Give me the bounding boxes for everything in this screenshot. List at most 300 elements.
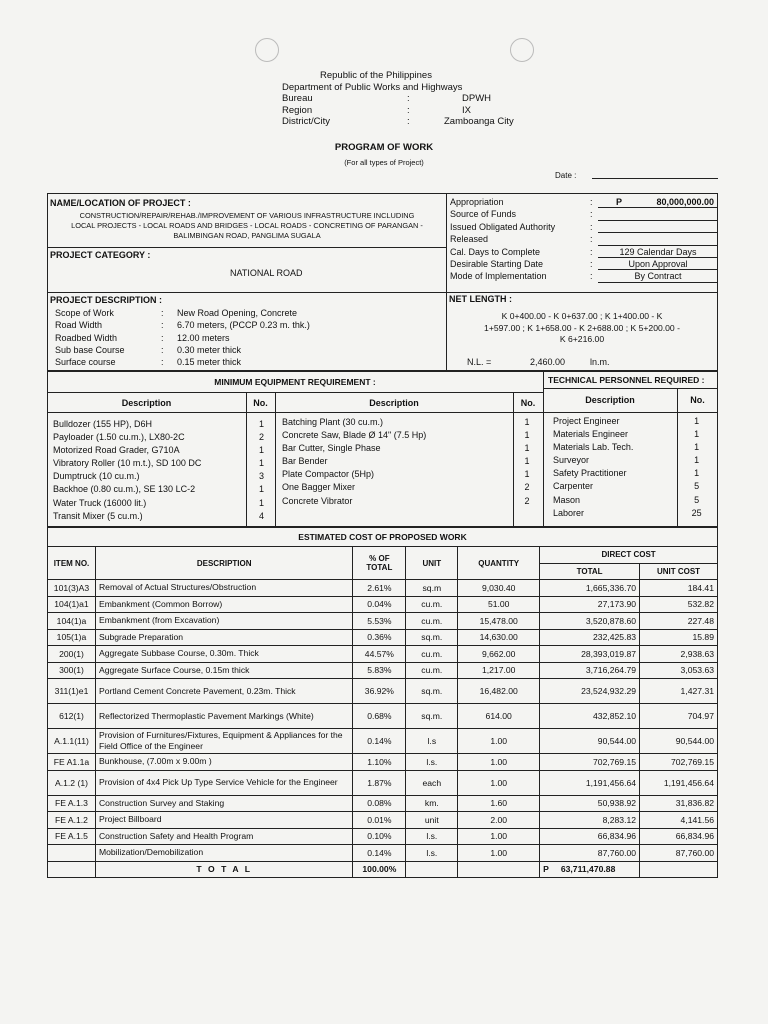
col-percent: % OF TOTAL bbox=[353, 547, 406, 580]
header-field-value: Zamboanga City bbox=[444, 116, 514, 127]
funding-field-colon: : bbox=[590, 221, 593, 232]
item-unit-cost: 66,834.96 bbox=[640, 828, 718, 845]
item-unit: cu.m. bbox=[406, 596, 458, 613]
description-key: Sub base Course bbox=[55, 344, 125, 355]
funding-field-value bbox=[598, 221, 718, 233]
cost-table-row bbox=[48, 795, 718, 812]
equipment-row bbox=[282, 416, 542, 429]
funding-field-value bbox=[598, 196, 718, 208]
equipment-title: MINIMUM EQUIPMENT REQUIREMENT : bbox=[214, 377, 376, 387]
divider bbox=[543, 388, 718, 389]
equipment-count: 1 bbox=[694, 429, 700, 440]
equipment-count: 25 bbox=[691, 507, 702, 518]
cost-title: ESTIMATED COST OF PROPOSED WORK bbox=[298, 532, 467, 542]
item-number: FE A1.1a bbox=[48, 754, 96, 771]
equipment-count: 1 bbox=[694, 416, 700, 426]
item-description: Provision of Furnitures/Fixtures, Equipment & Appliances for the Field Office of the Engineer bbox=[95, 729, 352, 754]
col-unit: UNIT bbox=[406, 547, 458, 580]
equipment-count: 1 bbox=[524, 417, 530, 427]
equipment-description: Bulldozer (155 HP), D6H bbox=[53, 419, 153, 429]
item-unit: l.s bbox=[406, 729, 458, 754]
equipment-count: 1 bbox=[258, 484, 264, 495]
equipment-row bbox=[553, 480, 717, 493]
equipment-description: Transit Mixer (5 cu.m.) bbox=[53, 510, 143, 521]
funding-field-label: Desirable Starting Date bbox=[450, 258, 544, 269]
equipment-description: Materials Engineer bbox=[553, 429, 629, 440]
cost-table-row bbox=[48, 812, 718, 829]
funding-field-value bbox=[598, 208, 718, 220]
item-total: 702,769.15 bbox=[540, 754, 640, 771]
description-colon: : bbox=[161, 332, 164, 343]
cost-table-row bbox=[48, 754, 718, 771]
project-category-value: NATIONAL ROAD bbox=[230, 268, 303, 278]
republic-line: Republic of the Philippines bbox=[320, 70, 432, 81]
item-percent: 36.92% bbox=[353, 679, 406, 704]
description-colon: : bbox=[161, 308, 164, 318]
cost-table-row bbox=[48, 828, 718, 845]
item-unit-cost: 31,836.82 bbox=[640, 795, 718, 812]
description-row bbox=[55, 319, 310, 331]
equipment-count: 1 bbox=[258, 419, 264, 429]
col-item-no: ITEM NO. bbox=[48, 547, 96, 580]
item-unit-cost: 184.41 bbox=[640, 580, 718, 597]
description-key: Surface course bbox=[55, 357, 116, 368]
project-name-line: CONSTRUCTION/REPAIR/REHAB./IMPROVEMENT OF VARIOUS INFRASTRUCTURE INCLUDING bbox=[79, 211, 415, 220]
grand-total bbox=[540, 861, 640, 878]
item-unit: km. bbox=[406, 795, 458, 812]
item-description: Subgrade Preparation bbox=[95, 629, 352, 646]
cost-table-row bbox=[48, 646, 718, 663]
item-unit: sq.m. bbox=[406, 629, 458, 646]
equipment-description: Concrete Vibrator bbox=[282, 495, 353, 506]
description-key: Roadbed Width bbox=[55, 332, 118, 343]
equipment-description: Bar Cutter, Single Phase bbox=[282, 443, 381, 454]
item-description: Bunkhouse, (7.00m x 9.00m ) bbox=[95, 754, 352, 771]
total-blank bbox=[640, 861, 718, 878]
header-field-colon: : bbox=[407, 93, 410, 104]
equipment-row bbox=[282, 455, 542, 468]
total-label: T O T A L bbox=[95, 861, 352, 878]
page-subtitle: (For all types of Project) bbox=[344, 158, 424, 167]
col-unit-cost: UNIT COST bbox=[640, 563, 718, 580]
item-quantity: 1.00 bbox=[458, 770, 540, 795]
net-length-line: K 0+400.00 - K 0+637.00 ; K 1+400.00 - K bbox=[501, 311, 663, 321]
item-number: 104(1)a1 bbox=[48, 596, 96, 613]
item-percent: 0.10% bbox=[353, 828, 406, 845]
item-total: 27,173.90 bbox=[540, 596, 640, 613]
header-field-label: Region bbox=[282, 104, 313, 116]
equipment-row bbox=[553, 467, 717, 480]
equipment-count: 1 bbox=[524, 430, 530, 441]
equipment-row bbox=[282, 495, 542, 508]
punch-hole-right bbox=[510, 38, 534, 62]
equipment-description: Payloader (1.50 cu.m.), LX80-2C bbox=[53, 432, 185, 443]
item-unit-cost: 532.82 bbox=[640, 596, 718, 613]
cost-table-row bbox=[48, 729, 718, 754]
item-total: 87,760.00 bbox=[540, 845, 640, 862]
page-title: PROGRAM OF WORK bbox=[334, 142, 434, 153]
item-description: Construction Safety and Health Program bbox=[95, 828, 352, 845]
funding-field-row bbox=[450, 246, 718, 258]
item-quantity: 51.00 bbox=[458, 596, 540, 613]
item-total: 3,716,264.79 bbox=[540, 662, 640, 679]
item-number: A.1.2 (1) bbox=[48, 770, 96, 795]
equipment-count: 1 bbox=[694, 455, 700, 466]
description-value: 0.15 meter thick bbox=[177, 357, 242, 368]
description-colon: : bbox=[161, 357, 164, 368]
item-number: 311(1)e1 bbox=[48, 679, 96, 704]
cost-table-row bbox=[48, 845, 718, 862]
description-key: Road Width bbox=[55, 320, 103, 331]
item-description: Construction Survey and Staking bbox=[95, 795, 352, 812]
item-number: 200(1) bbox=[48, 646, 96, 663]
equipment-count: 2 bbox=[524, 495, 530, 506]
project-description-label: PROJECT DESCRIPTION : bbox=[50, 295, 163, 305]
funding-field-row bbox=[450, 258, 718, 270]
project-name-line: LOCAL PROJECTS - LOCAL ROADS AND BRIDGES - LOCAL ROADS - CONCRETING OF PARANGAN - bbox=[71, 221, 423, 230]
item-unit-cost: 227.48 bbox=[640, 613, 718, 630]
cost-table-row bbox=[48, 679, 718, 704]
equipment-description: Laborer bbox=[553, 507, 585, 518]
item-quantity: 1.00 bbox=[458, 828, 540, 845]
equipment-count: 2 bbox=[258, 432, 264, 443]
document-header bbox=[282, 70, 514, 128]
funding-field-row bbox=[450, 233, 718, 245]
total-value: 63,711,470.88 bbox=[560, 864, 616, 875]
item-quantity: 9,030.40 bbox=[458, 580, 540, 597]
total-blank bbox=[458, 861, 540, 878]
equipment-description: One Bagger Mixer bbox=[282, 482, 356, 493]
item-description: Portland Cement Concrete Pavement, 0.23m. Thick bbox=[95, 679, 352, 704]
equipment-count: 1 bbox=[524, 469, 530, 480]
equipment-row bbox=[53, 457, 278, 470]
item-unit: l.s. bbox=[406, 754, 458, 771]
item-total: 23,524,932.29 bbox=[540, 679, 640, 704]
item-unit: unit bbox=[406, 812, 458, 829]
equip-desc-header-2: Description bbox=[369, 398, 419, 408]
personnel-desc-header: Description bbox=[585, 395, 635, 405]
item-unit-cost: 3,053.63 bbox=[640, 662, 718, 679]
description-colon: : bbox=[161, 320, 164, 331]
divider bbox=[47, 247, 447, 248]
item-unit: l.s. bbox=[406, 845, 458, 862]
item-quantity: 9,662.00 bbox=[458, 646, 540, 663]
funding-field-colon: : bbox=[590, 246, 593, 257]
description-colon: : bbox=[161, 344, 164, 355]
project-category-label: PROJECT CATEGORY : bbox=[50, 250, 151, 260]
equipment-count: 2 bbox=[524, 482, 530, 493]
divider bbox=[47, 292, 718, 293]
funding-field-label: Issued Obligated Authority bbox=[450, 221, 556, 232]
nl-unit: ln.m. bbox=[590, 357, 610, 367]
equipment-row bbox=[53, 431, 278, 444]
item-unit: sq.m. bbox=[406, 679, 458, 704]
total-blank bbox=[406, 861, 458, 878]
item-total: 1,665,336.70 bbox=[540, 580, 640, 597]
funding-field-colon: : bbox=[590, 209, 593, 220]
equipment-row bbox=[53, 483, 278, 496]
item-number: 101(3)A3 bbox=[48, 580, 96, 597]
item-unit-cost: 1,191,456.64 bbox=[640, 770, 718, 795]
header-field-label: District/City bbox=[282, 116, 331, 127]
divider bbox=[47, 392, 543, 393]
funding-field-value bbox=[598, 233, 718, 245]
project-name-label: NAME/LOCATION OF PROJECT : bbox=[50, 198, 191, 208]
net-length-stations bbox=[449, 311, 715, 346]
equipment-row bbox=[282, 442, 542, 455]
divider bbox=[47, 412, 718, 413]
description-value: 6.70 meters, (PCCP 0.23 m. thk.) bbox=[177, 320, 310, 331]
equipment-list-middle bbox=[282, 416, 542, 508]
item-quantity: 1.00 bbox=[458, 845, 540, 862]
description-value: 12.00 meters bbox=[177, 332, 230, 343]
equipment-row bbox=[553, 454, 717, 467]
item-description: Aggregate Subbase Course, 0.30m. Thick bbox=[95, 646, 352, 663]
equipment-description: Mason bbox=[553, 494, 581, 505]
date-field[interactable] bbox=[592, 178, 718, 179]
item-percent: 0.36% bbox=[353, 629, 406, 646]
item-unit: cu.m. bbox=[406, 662, 458, 679]
equipment-row bbox=[282, 429, 542, 442]
funding-value-text: By Contract bbox=[634, 271, 682, 282]
equipment-row bbox=[53, 497, 278, 510]
description-row bbox=[55, 332, 310, 344]
header-field-row bbox=[282, 105, 514, 117]
item-unit: sq.m. bbox=[406, 704, 458, 729]
cost-table-row bbox=[48, 629, 718, 646]
item-description: Aggregate Surface Course, 0.15m thick bbox=[95, 662, 352, 679]
item-total: 50,938.92 bbox=[540, 795, 640, 812]
item-description: Removal of Actual Structures/Obstruction bbox=[95, 580, 352, 597]
item-unit: each bbox=[406, 770, 458, 795]
item-unit: cu.m. bbox=[406, 613, 458, 630]
equipment-count: 1 bbox=[258, 458, 264, 469]
item-number: 612(1) bbox=[48, 704, 96, 729]
cost-table-row bbox=[48, 662, 718, 679]
funding-field-row bbox=[450, 208, 718, 220]
equipment-row bbox=[553, 507, 717, 520]
item-unit-cost: 4,141.56 bbox=[640, 812, 718, 829]
cost-table-row bbox=[48, 704, 718, 729]
equipment-count: 5 bbox=[694, 481, 700, 492]
item-number: FE A.1.2 bbox=[48, 812, 96, 829]
item-percent: 0.68% bbox=[353, 704, 406, 729]
funding-field-colon: : bbox=[590, 258, 593, 269]
equipment-count: 1 bbox=[694, 442, 700, 453]
project-funding-fields bbox=[450, 196, 718, 283]
equipment-count: 1 bbox=[524, 456, 530, 467]
item-description: Mobilization/Demobilization bbox=[95, 845, 352, 862]
department-line: Department of Public Works and Highways bbox=[282, 81, 463, 93]
item-quantity: 1,217.00 bbox=[458, 662, 540, 679]
header-field-value: IX bbox=[462, 104, 471, 116]
equipment-description: Batching Plant (30 cu.m.) bbox=[282, 417, 384, 427]
item-quantity: 16,482.00 bbox=[458, 679, 540, 704]
equipment-count: 1 bbox=[258, 497, 264, 508]
item-percent: 0.14% bbox=[353, 729, 406, 754]
personnel-no-header: No. bbox=[690, 395, 705, 405]
item-unit: sq.m bbox=[406, 580, 458, 597]
item-total: 28,393,019.87 bbox=[540, 646, 640, 663]
col-total: TOTAL bbox=[540, 563, 640, 580]
description-row bbox=[55, 356, 310, 368]
funding-field-row bbox=[450, 221, 718, 233]
equip-desc-header: Description bbox=[121, 398, 172, 408]
funding-field-colon: : bbox=[590, 234, 593, 245]
equipment-count: 3 bbox=[258, 471, 264, 482]
cost-table-row bbox=[48, 770, 718, 795]
equip-no-header-2: No. bbox=[520, 398, 536, 408]
nl-value: 2,460.00 bbox=[530, 357, 566, 367]
equipment-description: Motorized Road Grader, G710A bbox=[53, 445, 180, 456]
funding-field-label: Cal. Days to Complete bbox=[450, 246, 541, 257]
item-description: Project Billboard bbox=[95, 812, 352, 829]
item-number: 300(1) bbox=[48, 662, 96, 679]
item-percent: 1.10% bbox=[353, 754, 406, 771]
description-key: Scope of Work bbox=[55, 308, 114, 318]
equipment-count: 1 bbox=[694, 468, 700, 479]
equipment-row bbox=[53, 510, 278, 523]
equipment-description: Project Engineer bbox=[553, 416, 620, 426]
equipment-description: Concrete Saw, Blade Ø 14" (7.5 Hp) bbox=[282, 430, 427, 441]
funding-field-label: Mode of Implementation bbox=[450, 271, 547, 282]
item-total: 90,544.00 bbox=[540, 729, 640, 754]
item-percent: 5.53% bbox=[353, 613, 406, 630]
item-unit-cost: 87,760.00 bbox=[640, 845, 718, 862]
description-row bbox=[55, 307, 310, 319]
equipment-row bbox=[282, 481, 542, 494]
item-total: 232,425.83 bbox=[540, 629, 640, 646]
item-number: 105(1)a bbox=[48, 629, 96, 646]
funding-field-colon: : bbox=[590, 197, 593, 207]
equipment-row bbox=[553, 441, 717, 454]
item-quantity: 614.00 bbox=[458, 704, 540, 729]
funding-field-label: Appropriation bbox=[450, 197, 504, 207]
item-quantity: 1.00 bbox=[458, 729, 540, 754]
header-field-label: Bureau bbox=[282, 93, 313, 104]
item-unit-cost: 704.97 bbox=[640, 704, 718, 729]
cost-table-row bbox=[48, 580, 718, 597]
net-length-line: K 6+216.00 bbox=[559, 334, 605, 344]
header-field-row bbox=[282, 116, 514, 128]
nl-label: N.L. = bbox=[467, 357, 492, 367]
item-quantity: 1.60 bbox=[458, 795, 540, 812]
header-field-row bbox=[282, 93, 514, 105]
funding-value-text: 129 Calendar Days bbox=[619, 246, 697, 257]
cost-table-row bbox=[48, 613, 718, 630]
funding-field-value bbox=[598, 270, 718, 282]
item-description: Embankment (from Excavation) bbox=[95, 613, 352, 630]
item-quantity: 1.00 bbox=[458, 754, 540, 771]
total-prefix: P bbox=[543, 864, 549, 875]
item-total: 8,283.12 bbox=[540, 812, 640, 829]
item-number: FE A.1.3 bbox=[48, 795, 96, 812]
item-percent: 1.87% bbox=[353, 770, 406, 795]
equipment-description: Backhoe (0.80 cu.m.), SE 130 LC-2 bbox=[53, 484, 196, 495]
equipment-row bbox=[53, 470, 278, 483]
equipment-description: Plate Compactor (5Hp) bbox=[282, 469, 375, 480]
item-quantity: 15,478.00 bbox=[458, 613, 540, 630]
funding-field-row bbox=[450, 196, 718, 208]
net-length-line: 1+597.00 ; K 1+658.00 - K 2+688.00 ; K 5+200.00 - bbox=[484, 322, 680, 333]
description-row bbox=[55, 344, 310, 356]
punch-hole-left bbox=[255, 38, 279, 62]
header-fields bbox=[282, 93, 514, 128]
item-unit-cost: 702,769.15 bbox=[640, 754, 718, 771]
equipment-row bbox=[553, 428, 717, 441]
col-direct-cost: DIRECT COST bbox=[540, 547, 718, 564]
equipment-list-left bbox=[53, 418, 278, 523]
item-quantity: 2.00 bbox=[458, 812, 540, 829]
equipment-description: Vibratory Roller (10 m.t.), SD 100 DC bbox=[53, 458, 202, 469]
item-description: Provision of 4x4 Pick Up Type Service Vehicle for the Engineer bbox=[95, 770, 352, 795]
equipment-row bbox=[553, 415, 717, 428]
description-value: New Road Opening, Concrete bbox=[177, 308, 298, 318]
divider bbox=[446, 193, 447, 371]
total-percent: 100.00% bbox=[353, 861, 406, 878]
personnel-list bbox=[553, 415, 717, 520]
date-label: Date : bbox=[555, 171, 577, 180]
equipment-row bbox=[53, 418, 278, 431]
item-total: 66,834.96 bbox=[540, 828, 640, 845]
funding-value-text: Upon Approval bbox=[628, 258, 688, 269]
header-field-colon: : bbox=[407, 116, 410, 127]
equipment-row bbox=[553, 494, 717, 507]
item-percent: 0.08% bbox=[353, 795, 406, 812]
item-unit-cost: 2,938.63 bbox=[640, 646, 718, 663]
equipment-count: 1 bbox=[258, 445, 264, 456]
project-name-value bbox=[50, 211, 444, 241]
item-unit-cost: 1,427.31 bbox=[640, 679, 718, 704]
net-length-label: NET LENGTH : bbox=[449, 294, 512, 304]
funding-field-value bbox=[598, 246, 718, 258]
item-number: FE A.1.5 bbox=[48, 828, 96, 845]
equipment-count: 1 bbox=[524, 443, 530, 454]
item-number: 104(1)a bbox=[48, 613, 96, 630]
item-description: Embankment (Common Borrow) bbox=[95, 596, 352, 613]
item-percent: 5.83% bbox=[353, 662, 406, 679]
funding-field-value bbox=[598, 258, 718, 270]
item-quantity: 14,630.00 bbox=[458, 629, 540, 646]
personnel-title: TECHNICAL PERSONNEL REQUIRED : bbox=[548, 375, 705, 385]
item-percent: 0.01% bbox=[353, 812, 406, 829]
funding-field-label: Released bbox=[450, 234, 489, 245]
item-total: 3,520,878.60 bbox=[540, 613, 640, 630]
total-blank bbox=[48, 861, 96, 878]
item-unit: l.s. bbox=[406, 828, 458, 845]
funding-value-text: 80,000,000.00 bbox=[656, 197, 714, 207]
equipment-description: Surveyor bbox=[553, 455, 590, 466]
equipment-description: Carpenter bbox=[553, 481, 594, 492]
item-unit-cost: 15.89 bbox=[640, 629, 718, 646]
item-total: 432,852.10 bbox=[540, 704, 640, 729]
item-number: A.1.1(11) bbox=[48, 729, 96, 754]
item-percent: 0.14% bbox=[353, 845, 406, 862]
item-number bbox=[48, 845, 96, 862]
cost-table-row bbox=[48, 596, 718, 613]
equipment-description: Dumptruck (10 cu.m.) bbox=[53, 471, 140, 482]
equipment-count: 4 bbox=[258, 510, 264, 521]
item-description: Reflectorized Thermoplastic Pavement Markings (White) bbox=[95, 704, 352, 729]
equipment-row bbox=[282, 468, 542, 481]
item-percent: 2.61% bbox=[353, 580, 406, 597]
item-percent: 0.04% bbox=[353, 596, 406, 613]
funding-field-label: Source of Funds bbox=[450, 209, 517, 220]
cost-table bbox=[47, 546, 718, 878]
item-unit-cost: 90,544.00 bbox=[640, 729, 718, 754]
equip-no-header: No. bbox=[253, 398, 268, 408]
col-description: DESCRIPTION bbox=[95, 547, 352, 580]
